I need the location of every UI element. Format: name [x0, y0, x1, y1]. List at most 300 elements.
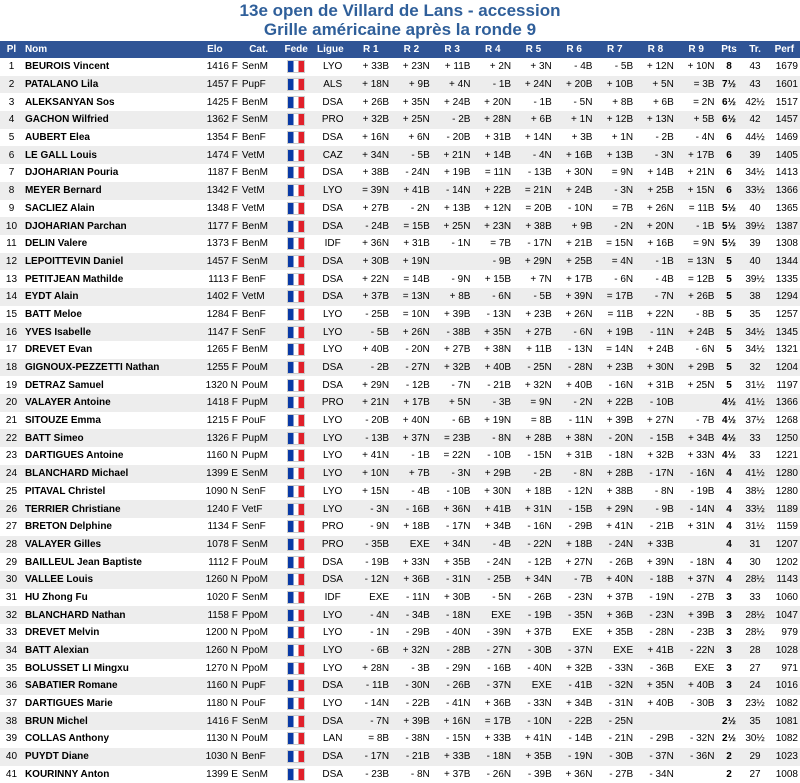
- rank-cell: 2: [0, 76, 23, 94]
- tiebreak-cell: 43: [742, 58, 769, 76]
- round-8-cell: + 32B: [635, 447, 676, 465]
- tiebreak-cell: 29: [742, 748, 769, 766]
- round-2-cell: + 35N: [391, 93, 432, 111]
- table-row: [0, 677, 800, 695]
- elo-cell: 1399 E: [190, 465, 240, 483]
- league-cell: LAN: [315, 730, 350, 748]
- round-9-cell: EXE: [676, 659, 717, 677]
- performance-cell: 1028: [769, 642, 800, 660]
- elo-cell: 1158 F: [190, 606, 240, 624]
- column-header: Nom: [23, 41, 190, 58]
- table-row: [0, 253, 800, 271]
- french-flag-icon: [287, 520, 305, 533]
- round-1-cell: - 7N: [350, 712, 391, 730]
- league-cell: DSA: [315, 217, 350, 235]
- table-row: [0, 571, 800, 589]
- round-7-cell: - 3N: [594, 182, 635, 200]
- round-1-cell: - 1N: [350, 624, 391, 642]
- round-7-cell: + 40N: [594, 571, 635, 589]
- player-name: TERRIER Christiane: [23, 500, 190, 518]
- round-6-cell: - 41B: [554, 677, 595, 695]
- tiebreak-cell: 41½: [742, 394, 769, 412]
- round-4-cell: + 14B: [472, 146, 513, 164]
- round-8-cell: + 12N: [635, 58, 676, 76]
- rank-cell: 10: [0, 217, 23, 235]
- french-flag-icon: [287, 184, 305, 197]
- round-2-cell: - 16B: [391, 500, 432, 518]
- round-3-cell: - 31N: [432, 571, 473, 589]
- round-1-cell: - 12N: [350, 571, 391, 589]
- round-3-cell: + 36N: [432, 500, 473, 518]
- round-3-cell: + 5N: [432, 394, 473, 412]
- tiebreak-cell: 40: [742, 253, 769, 271]
- french-flag-icon: [287, 414, 305, 427]
- rank-cell: 7: [0, 164, 23, 182]
- round-6-cell: + 38N: [554, 429, 595, 447]
- round-8-cell: - 23N: [635, 606, 676, 624]
- table-row: [0, 483, 800, 501]
- round-9-cell: + 15N: [676, 182, 717, 200]
- round-4-cell: - 27N: [472, 642, 513, 660]
- federation-flag: [277, 483, 315, 501]
- rank-cell: 19: [0, 376, 23, 394]
- round-4-cell: = 17B: [472, 712, 513, 730]
- player-name: SACLIEZ Alain: [23, 200, 190, 218]
- round-2-cell: - 29B: [391, 624, 432, 642]
- points-cell: 6½: [716, 93, 741, 111]
- round-7-cell: - 26B: [594, 553, 635, 571]
- category-cell: BenF: [240, 748, 278, 766]
- round-6-cell: + 34B: [554, 695, 595, 713]
- round-9-cell: - 7B: [676, 412, 717, 430]
- round-9-cell: - 23B: [676, 624, 717, 642]
- round-6-cell: - 29B: [554, 518, 595, 536]
- table-row: [0, 217, 800, 235]
- round-3-cell: + 34N: [432, 536, 473, 554]
- french-flag-icon: [287, 591, 305, 604]
- table-row: [0, 412, 800, 430]
- round-9-cell: - 1B: [676, 217, 717, 235]
- round-8-cell: + 30N: [635, 359, 676, 377]
- performance-cell: 1159: [769, 518, 800, 536]
- elo-cell: 1160 N: [190, 677, 240, 695]
- round-8-cell: + 24B: [635, 341, 676, 359]
- french-flag-icon: [287, 131, 305, 144]
- round-5-cell: - 25N: [513, 359, 554, 377]
- player-name: YVES Isabelle: [23, 323, 190, 341]
- league-cell: IDF: [315, 235, 350, 253]
- rank-cell: 23: [0, 447, 23, 465]
- player-name: VALAYER Antoine: [23, 394, 190, 412]
- round-9-cell: - 8B: [676, 306, 717, 324]
- table-row: [0, 270, 800, 288]
- federation-flag: [277, 730, 315, 748]
- points-cell: 4: [716, 483, 741, 501]
- french-flag-icon: [287, 732, 305, 745]
- category-cell: BenM: [240, 235, 278, 253]
- table-row: [0, 111, 800, 129]
- round-9-cell: + 21N: [676, 164, 717, 182]
- round-8-cell: - 21B: [635, 518, 676, 536]
- tiebreak-cell: 32: [742, 359, 769, 377]
- round-3-cell: - 9N: [432, 270, 473, 288]
- round-6-cell: - 19N: [554, 748, 595, 766]
- elo-cell: 1078 F: [190, 536, 240, 554]
- round-9-cell: = 2N: [676, 93, 717, 111]
- performance-cell: 1344: [769, 253, 800, 271]
- round-3-cell: - 40N: [432, 624, 473, 642]
- league-cell: DSA: [315, 571, 350, 589]
- table-row: [0, 323, 800, 341]
- french-flag-icon: [287, 573, 305, 586]
- round-4-cell: + 41B: [472, 500, 513, 518]
- round-9-cell: + 29B: [676, 359, 717, 377]
- tiebreak-cell: 38: [742, 288, 769, 306]
- round-4-cell: = 11N: [472, 164, 513, 182]
- round-3-cell: + 16N: [432, 712, 473, 730]
- elo-cell: 1326 F: [190, 429, 240, 447]
- round-9-cell: = 12B: [676, 270, 717, 288]
- category-cell: SenF: [240, 323, 278, 341]
- rank-cell: 12: [0, 253, 23, 271]
- league-cell: DSA: [315, 93, 350, 111]
- points-cell: 6½: [716, 111, 741, 129]
- rank-cell: 1: [0, 58, 23, 76]
- round-3-cell: = 22N: [432, 447, 473, 465]
- federation-flag: [277, 76, 315, 94]
- federation-flag: [277, 447, 315, 465]
- round-2-cell: + 19N: [391, 253, 432, 271]
- round-6-cell: + 30N: [554, 164, 595, 182]
- round-4-cell: + 12N: [472, 200, 513, 218]
- category-cell: PupM: [240, 447, 278, 465]
- table-row: [0, 394, 800, 412]
- rank-cell: 27: [0, 518, 23, 536]
- round-4-cell: + 38N: [472, 341, 513, 359]
- round-8-cell: + 5N: [635, 76, 676, 94]
- round-3-cell: - 38B: [432, 323, 473, 341]
- category-cell: SenM: [240, 766, 278, 783]
- round-5-cell: + 23B: [513, 306, 554, 324]
- league-cell: LYO: [315, 465, 350, 483]
- performance-cell: 1280: [769, 483, 800, 501]
- player-name: DJOHARIAN Parchan: [23, 217, 190, 235]
- round-3-cell: + 4N: [432, 76, 473, 94]
- elo-cell: 1134 F: [190, 518, 240, 536]
- column-header: Pts: [716, 41, 741, 58]
- round-8-cell: - 19N: [635, 589, 676, 607]
- table-row: [0, 589, 800, 607]
- round-6-cell: + 39N: [554, 288, 595, 306]
- table-row: [0, 659, 800, 677]
- performance-cell: 1207: [769, 536, 800, 554]
- points-cell: 4½: [716, 429, 741, 447]
- round-2-cell: + 18B: [391, 518, 432, 536]
- round-7-cell: = 7B: [594, 200, 635, 218]
- player-name: SITOUZE Emma: [23, 412, 190, 430]
- player-name: VALAYER Gilles: [23, 536, 190, 554]
- league-cell: CAZ: [315, 146, 350, 164]
- round-1-cell: + 41N: [350, 447, 391, 465]
- round-5-cell: - 30B: [513, 642, 554, 660]
- tiebreak-cell: 35: [742, 712, 769, 730]
- page-subtitle: Grille américaine après la ronde 9: [0, 20, 800, 39]
- tiebreak-cell: 33: [742, 447, 769, 465]
- round-8-cell: [635, 712, 676, 730]
- round-5-cell: EXE: [513, 677, 554, 695]
- player-name: BATT Simeo: [23, 429, 190, 447]
- round-8-cell: + 16B: [635, 235, 676, 253]
- round-4-cell: + 28N: [472, 111, 513, 129]
- rank-cell: 29: [0, 553, 23, 571]
- category-cell: PupF: [240, 677, 278, 695]
- league-cell: DSA: [315, 766, 350, 783]
- round-6-cell: + 1N: [554, 111, 595, 129]
- federation-flag: [277, 748, 315, 766]
- round-5-cell: + 18B: [513, 483, 554, 501]
- round-6-cell: + 32B: [554, 659, 595, 677]
- player-name: BOLUSSET LI Mingxu: [23, 659, 190, 677]
- federation-flag: [277, 642, 315, 660]
- round-9-cell: + 25N: [676, 376, 717, 394]
- round-4-cell: - 13N: [472, 306, 513, 324]
- rank-cell: 21: [0, 412, 23, 430]
- tiebreak-cell: 33½: [742, 500, 769, 518]
- category-cell: PpoM: [240, 624, 278, 642]
- french-flag-icon: [287, 467, 305, 480]
- category-cell: BenF: [240, 129, 278, 147]
- league-cell: PRO: [315, 111, 350, 129]
- round-3-cell: - 18N: [432, 606, 473, 624]
- round-5-cell: - 22N: [513, 536, 554, 554]
- french-flag-icon: [287, 485, 305, 498]
- category-cell: SenF: [240, 483, 278, 501]
- round-7-cell: + 22B: [594, 394, 635, 412]
- round-4-cell: - 4B: [472, 536, 513, 554]
- round-7-cell: = 17B: [594, 288, 635, 306]
- french-flag-icon: [287, 149, 305, 162]
- round-9-cell: - 14N: [676, 500, 717, 518]
- round-5-cell: = 8B: [513, 412, 554, 430]
- league-cell: LYO: [315, 412, 350, 430]
- category-cell: BenM: [240, 164, 278, 182]
- category-cell: BenF: [240, 270, 278, 288]
- round-4-cell: + 23N: [472, 217, 513, 235]
- round-7-cell: - 31N: [594, 695, 635, 713]
- round-5-cell: - 17N: [513, 235, 554, 253]
- round-4-cell: - 9B: [472, 253, 513, 271]
- round-9-cell: + 33N: [676, 447, 717, 465]
- category-cell: VetM: [240, 200, 278, 218]
- federation-flag: [277, 306, 315, 324]
- points-cell: 5: [716, 376, 741, 394]
- round-8-cell: - 9B: [635, 500, 676, 518]
- league-cell: ALS: [315, 76, 350, 94]
- round-6-cell: - 14B: [554, 730, 595, 748]
- elo-cell: 1130 N: [190, 730, 240, 748]
- round-3-cell: = 23B: [432, 429, 473, 447]
- round-2-cell: = 13N: [391, 288, 432, 306]
- round-7-cell: - 18N: [594, 447, 635, 465]
- elo-cell: 1425 F: [190, 93, 240, 111]
- round-3-cell: - 20B: [432, 129, 473, 147]
- performance-cell: 1345: [769, 323, 800, 341]
- performance-cell: 1294: [769, 288, 800, 306]
- player-name: BRUN Michel: [23, 712, 190, 730]
- round-2-cell: - 22B: [391, 695, 432, 713]
- round-1-cell: + 29N: [350, 376, 391, 394]
- round-1-cell: = 8B: [350, 730, 391, 748]
- round-1-cell: - 4N: [350, 606, 391, 624]
- category-cell: PupM: [240, 394, 278, 412]
- points-cell: 5: [716, 341, 741, 359]
- round-3-cell: + 32B: [432, 359, 473, 377]
- round-6-cell: - 23N: [554, 589, 595, 607]
- rank-cell: 31: [0, 589, 23, 607]
- round-2-cell: - 27N: [391, 359, 432, 377]
- league-cell: LYO: [315, 323, 350, 341]
- rank-cell: 37: [0, 695, 23, 713]
- french-flag-icon: [287, 361, 305, 374]
- points-cell: 5: [716, 359, 741, 377]
- federation-flag: [277, 359, 315, 377]
- league-cell: PRO: [315, 394, 350, 412]
- rank-cell: 34: [0, 642, 23, 660]
- round-1-cell: - 9N: [350, 518, 391, 536]
- round-6-cell: EXE: [554, 624, 595, 642]
- category-cell: SenM: [240, 589, 278, 607]
- performance-cell: 1221: [769, 447, 800, 465]
- elo-cell: 1090 N: [190, 483, 240, 501]
- french-flag-icon: [287, 237, 305, 250]
- player-name: PATALANO Lila: [23, 76, 190, 94]
- player-name: DARTIGUES Antoine: [23, 447, 190, 465]
- round-5-cell: - 12B: [513, 553, 554, 571]
- performance-cell: 979: [769, 624, 800, 642]
- category-cell: PouM: [240, 553, 278, 571]
- round-9-cell: + 31N: [676, 518, 717, 536]
- federation-flag: [277, 766, 315, 783]
- round-6-cell: + 25B: [554, 253, 595, 271]
- player-name: GACHON Wilfried: [23, 111, 190, 129]
- round-7-cell: = 9N: [594, 164, 635, 182]
- round-5-cell: - 5B: [513, 288, 554, 306]
- elo-cell: 1180 N: [190, 695, 240, 713]
- round-8-cell: + 6B: [635, 93, 676, 111]
- elo-cell: 1399 E: [190, 766, 240, 783]
- french-flag-icon: [287, 396, 305, 409]
- rank-cell: 4: [0, 111, 23, 129]
- federation-flag: [277, 624, 315, 642]
- rank-cell: 14: [0, 288, 23, 306]
- performance-cell: 1023: [769, 748, 800, 766]
- round-7-cell: - 32N: [594, 677, 635, 695]
- elo-cell: 1320 N: [190, 376, 240, 394]
- round-7-cell: - 25N: [594, 712, 635, 730]
- rank-cell: 5: [0, 129, 23, 147]
- federation-flag: [277, 465, 315, 483]
- round-8-cell: - 15B: [635, 429, 676, 447]
- round-4-cell: - 10B: [472, 447, 513, 465]
- federation-flag: [277, 553, 315, 571]
- elo-cell: 1112 F: [190, 553, 240, 571]
- player-name: COLLAS Anthony: [23, 730, 190, 748]
- round-9-cell: = 11B: [676, 200, 717, 218]
- round-8-cell: - 18B: [635, 571, 676, 589]
- round-1-cell: - 35B: [350, 536, 391, 554]
- round-5-cell: + 6B: [513, 111, 554, 129]
- league-cell: LYO: [315, 695, 350, 713]
- league-cell: LYO: [315, 429, 350, 447]
- round-6-cell: - 8N: [554, 465, 595, 483]
- category-cell: SenM: [240, 536, 278, 554]
- round-8-cell: - 1B: [635, 253, 676, 271]
- table-row: [0, 606, 800, 624]
- round-5-cell: + 35B: [513, 748, 554, 766]
- round-8-cell: - 7N: [635, 288, 676, 306]
- round-9-cell: + 34B: [676, 429, 717, 447]
- round-3-cell: + 21N: [432, 146, 473, 164]
- elo-cell: 1418 F: [190, 394, 240, 412]
- federation-flag: [277, 323, 315, 341]
- round-2-cell: = 15B: [391, 217, 432, 235]
- french-flag-icon: [287, 273, 305, 286]
- category-cell: VetM: [240, 182, 278, 200]
- round-5-cell: + 32N: [513, 376, 554, 394]
- tiebreak-cell: 27: [742, 659, 769, 677]
- round-1-cell: + 37B: [350, 288, 391, 306]
- tiebreak-cell: 42: [742, 111, 769, 129]
- rank-cell: 33: [0, 624, 23, 642]
- table-row: [0, 465, 800, 483]
- points-cell: 4: [716, 536, 741, 554]
- table-row: [0, 518, 800, 536]
- rank-cell: 35: [0, 659, 23, 677]
- round-8-cell: - 10B: [635, 394, 676, 412]
- category-cell: PouF: [240, 695, 278, 713]
- category-cell: SenM: [240, 111, 278, 129]
- column-header: R 6: [554, 41, 595, 58]
- rank-cell: 41: [0, 766, 23, 783]
- tiebreak-cell: 31½: [742, 376, 769, 394]
- column-header: R 2: [391, 41, 432, 58]
- round-2-cell: - 21B: [391, 748, 432, 766]
- table-row: [0, 748, 800, 766]
- french-flag-icon: [287, 113, 305, 126]
- round-7-cell: + 37B: [594, 589, 635, 607]
- round-1-cell: - 17N: [350, 748, 391, 766]
- french-flag-icon: [287, 697, 305, 710]
- round-2-cell: + 26N: [391, 323, 432, 341]
- round-8-cell: - 37N: [635, 748, 676, 766]
- elo-cell: 1160 N: [190, 447, 240, 465]
- player-name: AUBERT Elea: [23, 129, 190, 147]
- column-header: R 3: [432, 41, 473, 58]
- french-flag-icon: [287, 644, 305, 657]
- elo-cell: 1362 F: [190, 111, 240, 129]
- tiebreak-cell: 30: [742, 553, 769, 571]
- round-9-cell: = 3B: [676, 76, 717, 94]
- round-7-cell: + 19B: [594, 323, 635, 341]
- round-1-cell: + 26B: [350, 93, 391, 111]
- round-3-cell: - 1N: [432, 235, 473, 253]
- round-7-cell: - 21N: [594, 730, 635, 748]
- round-9-cell: - 18N: [676, 553, 717, 571]
- points-cell: 4: [716, 571, 741, 589]
- french-flag-icon: [287, 290, 305, 303]
- round-8-cell: + 26N: [635, 200, 676, 218]
- round-5-cell: - 26B: [513, 589, 554, 607]
